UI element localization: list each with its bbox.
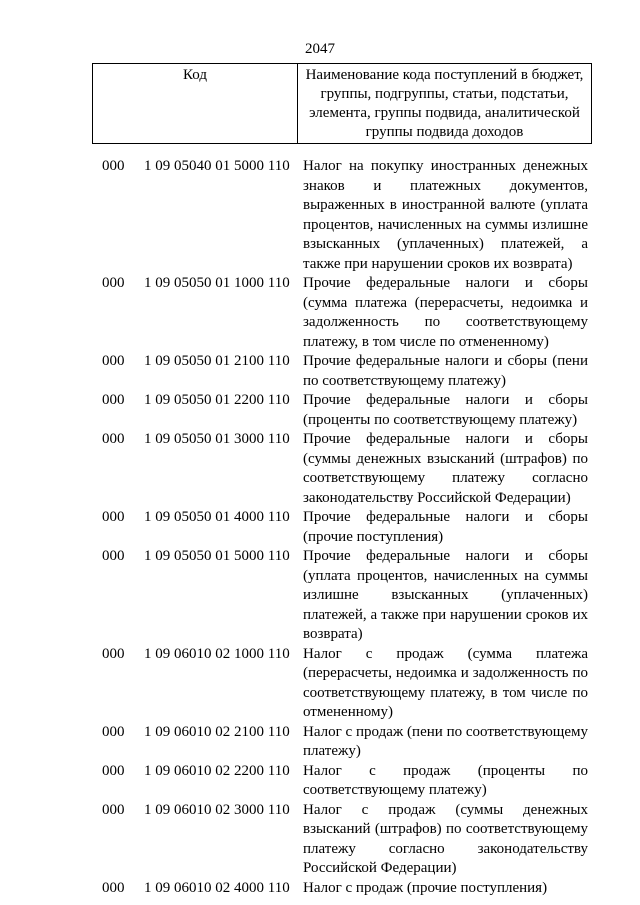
admin-code: 000	[102, 392, 125, 408]
admin-code: 000	[102, 723, 125, 740]
table-row	[0, 274, 640, 352]
table-row	[0, 508, 640, 547]
header-code-label: Код	[93, 64, 298, 143]
revenue-code: 1 09 05050 01 2100 110	[144, 353, 290, 369]
revenue-name: Налог с продаж (прочие поступления)	[303, 879, 548, 896]
page-number: 2047	[305, 41, 335, 57]
admin-code: 000	[102, 548, 125, 564]
revenue-name: Прочие федеральные налоги и сборы (проценты по соответствующему платежу)	[303, 392, 588, 428]
revenue-code: 1 09 06010 02 1000 110	[144, 645, 290, 662]
revenue-code-list	[0, 157, 640, 898]
revenue-code: 1 09 05050 01 4000 110	[144, 509, 290, 525]
revenue-code: 1 09 05040 01 5000 110	[144, 158, 290, 174]
header-name-label: Наименование кода поступлений в бюджет, группы, подгруппы, статьи, подстатьи, элемента, группы подвида, аналитической группы подвида доходов	[305, 67, 584, 140]
table-row	[0, 391, 640, 430]
revenue-code: 1 09 06010 02 4000 110	[144, 879, 290, 896]
admin-code: 000	[102, 645, 125, 662]
admin-code: 000	[102, 879, 125, 896]
revenue-name: Прочие федеральные налоги и сборы (уплата процентов, начисленных на суммы излишне взысканных (уплаченных) платежей, а также при нарушении сроков их возврата)	[303, 548, 588, 642]
admin-code: 000	[102, 353, 125, 369]
table-row	[0, 762, 640, 801]
admin-code: 000	[102, 801, 125, 818]
revenue-name: Налог с продаж (суммы денежных взысканий (штрафов) по соответствующему платежу согласно законодательству Российской Федерации)	[303, 801, 588, 876]
table-header	[92, 63, 592, 144]
table-row	[0, 723, 640, 762]
table-row	[0, 879, 640, 899]
table-row	[0, 801, 640, 879]
revenue-code: 1 09 06010 02 2200 110	[144, 762, 290, 779]
revenue-code: 1 09 05050 01 5000 110	[144, 548, 290, 564]
admin-code: 000	[102, 762, 125, 779]
revenue-name: Прочие федеральные налоги и сборы (суммы денежных взысканий (штрафов) по соответствующему платежу согласно законодательству Российской Федерации)	[303, 431, 588, 506]
revenue-code: 1 09 05050 01 2200 110	[144, 392, 290, 408]
table-row	[0, 352, 640, 391]
revenue-code: 1 09 06010 02 3000 110	[144, 801, 290, 818]
table-row	[0, 157, 640, 274]
table-row	[0, 430, 640, 508]
revenue-code: 1 09 05050 01 1000 110	[144, 275, 290, 291]
revenue-name: Налог с продаж (сумма платежа (перерасчеты, недоимка и задолженность по соответствующему платежу, в том числе по отмененному)	[303, 645, 588, 720]
revenue-code: 1 09 05050 01 3000 110	[144, 431, 290, 447]
revenue-name: Прочие федеральные налоги и сборы (сумма платежа (перерасчеты, недоимка и задолженность по соответствующему платежу, в том числе по отмененному)	[303, 275, 588, 350]
revenue-name: Налог на покупку иностранных денежных знаков и платежных документов, выраженных в иностранной валюте (уплата процентов, начисленных на суммы излишне взысканных (уплаченных) платежей, а также при нарушении сроков их возврата)	[303, 158, 588, 272]
revenue-name: Прочие федеральные налоги и сборы (прочие поступления)	[303, 509, 588, 545]
admin-code: 000	[102, 275, 125, 291]
table-row	[0, 645, 640, 723]
revenue-name: Прочие федеральные налоги и сборы (пени по соответствующему платежу)	[303, 353, 588, 389]
revenue-name: Налог с продаж (пени по соответствующему платежу)	[303, 723, 588, 759]
revenue-name: Налог с продаж (проценты по соответствующему платежу)	[303, 762, 588, 798]
revenue-code: 1 09 06010 02 2100 110	[144, 723, 290, 740]
table-row	[0, 547, 640, 645]
admin-code: 000	[102, 431, 125, 447]
admin-code: 000	[102, 509, 125, 525]
admin-code: 000	[102, 158, 125, 174]
